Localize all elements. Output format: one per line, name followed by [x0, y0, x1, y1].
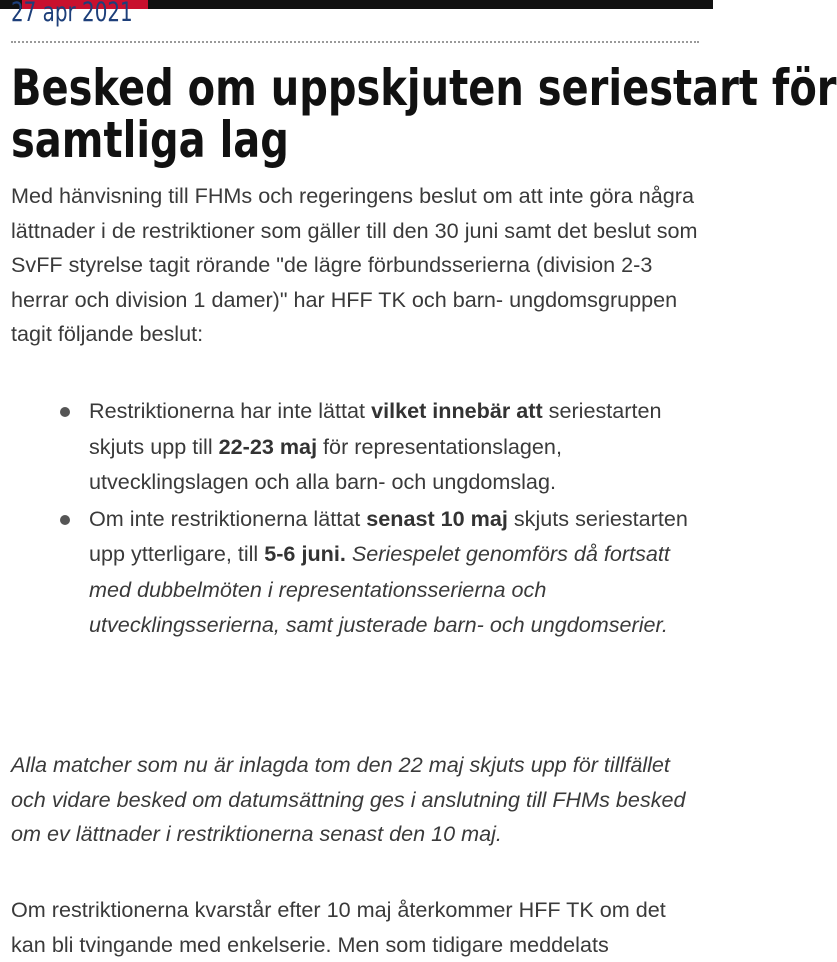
list-bold-text: 22-23 maj: [218, 433, 318, 459]
bullet-icon: [60, 515, 70, 525]
list-bold-text: 5-6 juni.: [264, 541, 346, 566]
list-item: [0, 393, 713, 500]
article-title: [11, 59, 837, 169]
list-text: Restriktionerna har inte lättat: [89, 398, 372, 423]
list-item: [0, 501, 713, 643]
closing-paragraph: Om restriktionerna kvarstår efter 10 maj återkommer HFF TK om det kan bli tvingande med enkelserie. Men som tidigare meddelats: [11, 897, 666, 957]
list-bold-text: vilket innebär att: [371, 398, 543, 423]
title-line-1: Besked om uppskjuten seriestart för: [11, 59, 837, 117]
date-divider: [11, 41, 699, 43]
intro-paragraph: Med hänvisning till FHMs och regeringens beslut om att inte göra några lättnader i de restriktioner som gäller till den 30 juni samt det beslut som SvFF styrelse tagit rörande "de lägre förbundsserierna (division 2-3 herrar och division 1 damer)" har HFF TK och barn- ungdomsgruppen tagit följande beslut:: [11, 183, 698, 346]
title-line-2: samtliga lag: [11, 111, 289, 169]
list-text: för representationslagen, utvecklingslagen och alla barn- och ungdomslag.: [89, 433, 562, 494]
note-paragraph: Alla matcher som nu är inlagda tom den 22 maj skjuts upp för tillfället och vidare besked om datumsättning ges i anslutning till FHMs besked om ev lättnader i restriktionerna senast den 10 maj.: [11, 752, 686, 846]
decision-list: [0, 393, 713, 643]
list-text: seriestarten skjuts upp till: [89, 398, 662, 459]
bullet-icon: [60, 407, 70, 417]
list-text: Om inte restriktionerna lättat: [89, 505, 367, 531]
list-italic-text: Seriespelet genomförs då fortsatt med dubbelmöten i representationsserierna och utvecklingsserierna, samt justerade barn- och ungdomserier.: [89, 541, 670, 637]
list-bold-text: senast 10 maj: [366, 505, 508, 531]
list-text: skjuts seriestarten upp ytterligare, till: [89, 505, 688, 566]
publish-date: 27 apr 2021: [11, 0, 133, 28]
